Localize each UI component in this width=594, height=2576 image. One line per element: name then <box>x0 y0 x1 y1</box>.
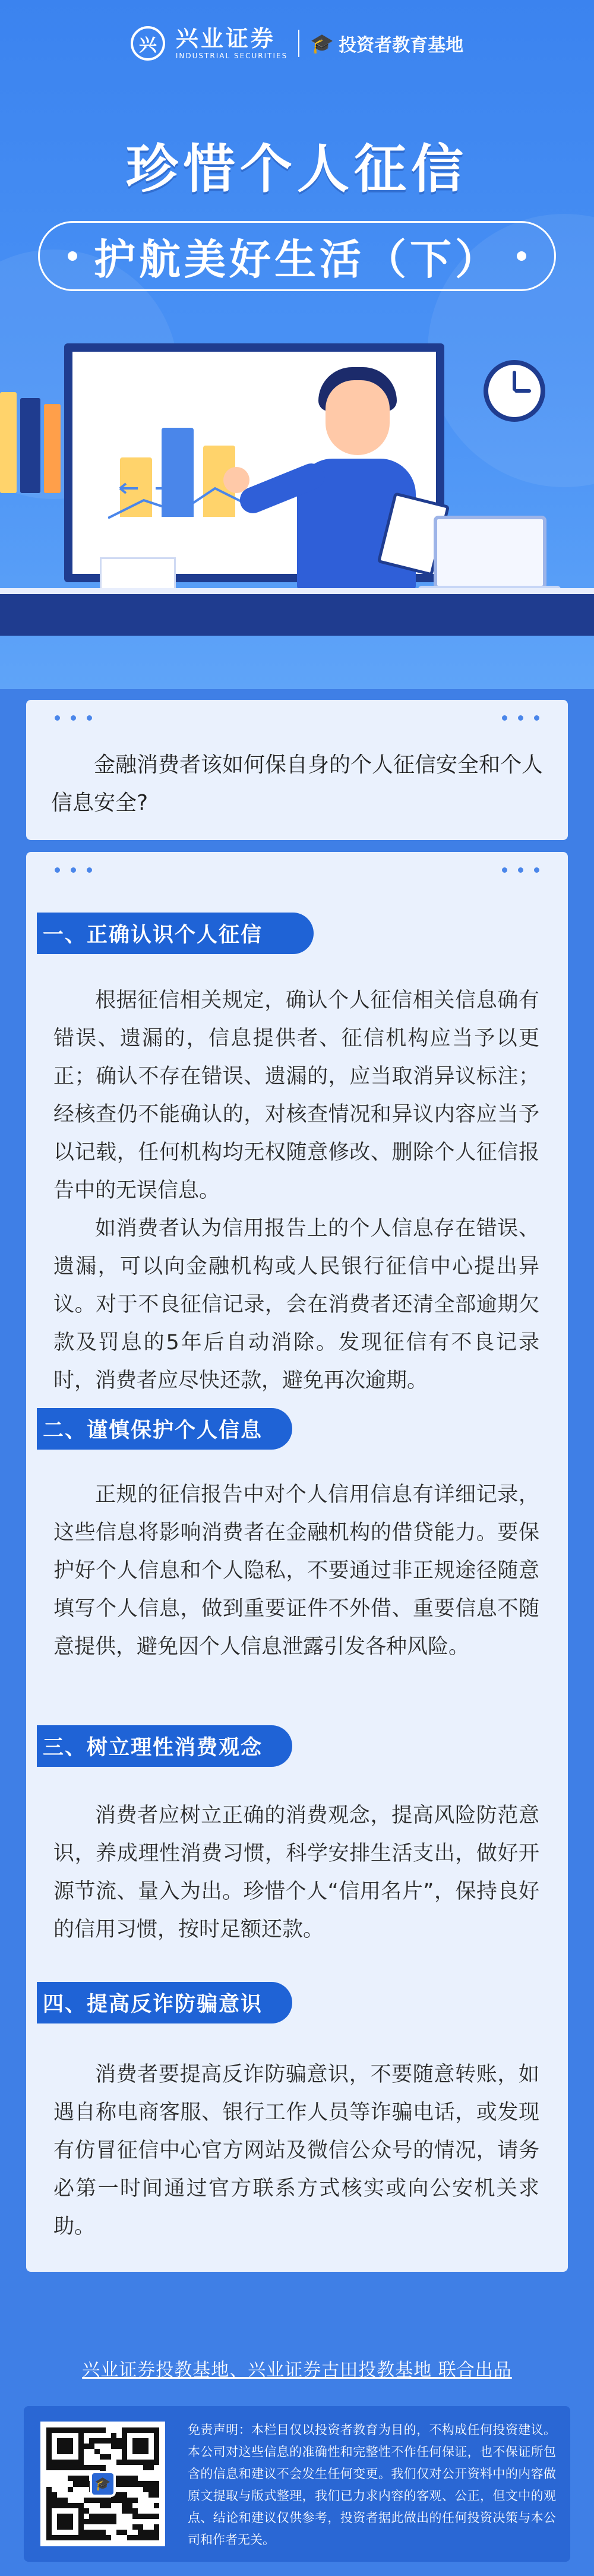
presenter-hand-illustration <box>223 467 249 493</box>
edu-base-label <box>310 30 463 56</box>
subtitle-banner <box>38 221 556 291</box>
section-3-paragraph-1: 消费者应树立正确的消费观念，提高风险防范意识，养成理性消费习惯，科学安排生活支出，做好开源节流、量入为出。珍惜个人“信用名片”，保持良好的信用习惯，按时足额还款。 <box>53 1804 539 1942</box>
qr-center-logo-icon <box>90 2471 116 2497</box>
card-dots-decoration <box>55 867 92 873</box>
brand-divider <box>298 30 299 57</box>
brand-logo-icon <box>131 26 165 61</box>
brand-logo-glyph: 兴 <box>138 35 157 56</box>
brand-name-cn: 兴业证券 <box>175 25 276 52</box>
book-illustration <box>44 404 61 493</box>
hero-banner <box>0 0 594 689</box>
edu-base-text: 投资者教育基地 <box>339 35 464 56</box>
section-1-paragraph-1: 根据征信相关规定，确认个人征信相关信息确有错误、遗漏的，信息提供者、征信机构应当予以更正；确认不存在错误、遗漏的，应当取消异议标注；经核查仍不能确认的，对核查情况和异议内容应当予以记载，任何机构均无权随意修改、删除个人征信报告中的无误信息。 <box>53 989 539 1202</box>
card-dots-decoration <box>55 715 92 721</box>
qr-center-glyph: 🎓 <box>94 2476 111 2492</box>
desk-illustration <box>0 594 594 636</box>
qr-code-icon <box>40 2422 165 2546</box>
laptop-illustration <box>434 516 546 589</box>
card-dots-decoration <box>502 867 539 873</box>
section-heading-1: 一、正确认识个人征信 <box>37 913 314 954</box>
book-illustration <box>20 398 40 493</box>
section-2-paragraph-1: 正规的征信报告中对个人信用信息有详细记录，这些信息将影响消费者在金融机构的借贷能力。要保护好个人信息和个人隐私，不要通过非正规途径随意填写个人信息，做到重要证件不外借、重要信息不随意提供，避免因个人信息泄露引发各种风险。 <box>53 1483 539 1659</box>
subtitle-dot-right <box>517 251 526 261</box>
subtitle-dot-left <box>68 251 77 261</box>
page-subtitle: 护航美好生活（下） <box>94 235 500 284</box>
brand-name-en: INDUSTRIAL SECURITIES <box>175 52 288 60</box>
brand-name <box>176 26 287 61</box>
section-heading-3: 三、树立理性消费观念 <box>37 1725 292 1767</box>
intro-question: 金融消费者该如何保自身的个人征信安全和个人信息安全? <box>51 753 544 815</box>
clock-hand <box>514 389 531 393</box>
graduation-cap-icon: 🎓 <box>310 32 334 55</box>
disclaimer-text: 免责声明：本栏目仅以投资者教育为目的，不构成任何投资建议。本公司对这些信息的准确性和完整性不作任何保证，也不保证所包含的信息和建议不会发生任何变更。我们仅对公开资料中的内容做原文提取与版式整理，我们已力求内容的客观、公正，但文中的观点、结论和建议仅供参考，投资者据此做出的任何投资决策与本公司和作者无关。 <box>188 2423 556 2547</box>
presenter-head-illustration <box>326 380 390 455</box>
brand-header <box>0 23 594 64</box>
wall-clock-icon <box>484 360 545 422</box>
section-1-paragraph-2: 如消费者认为信用报告上的个人信息存在错误、遗漏，可以向金融机构或人民银行征信中心提出异议。对于不良征信记录，会在消费者还清全部逾期欠款及罚息的5年后自动消除。发现征信有不良记录时，消费者应尽快还款，避免再次逾期。 <box>53 1217 539 1393</box>
section-heading-2: 二、谨慎保护个人信息 <box>37 1408 292 1450</box>
book-illustration <box>0 392 17 493</box>
footer-disclaimer-box <box>24 2406 570 2562</box>
card-dots-decoration <box>502 715 539 721</box>
section-heading-4: 四、提高反诈防骗意识 <box>37 1982 292 2023</box>
paper-stack-illustration <box>100 557 176 591</box>
footer-credit: 兴业证券投教基地、兴业证券古田投教基地 联合出品 <box>82 2360 512 2381</box>
section-4-paragraph-1: 消费者要提高反诈防骗意识，不要随意转账，如遇自称电商客服、银行工作人员等诈骗电话，或发现有仿冒征信中心官方网站及微信公众号的情况，请务必第一时间通过官方联系方式核实或向公安机关求助。 <box>53 2063 539 2239</box>
page-title: 珍惜个人征信 <box>125 138 468 200</box>
clock-hand <box>513 371 516 391</box>
